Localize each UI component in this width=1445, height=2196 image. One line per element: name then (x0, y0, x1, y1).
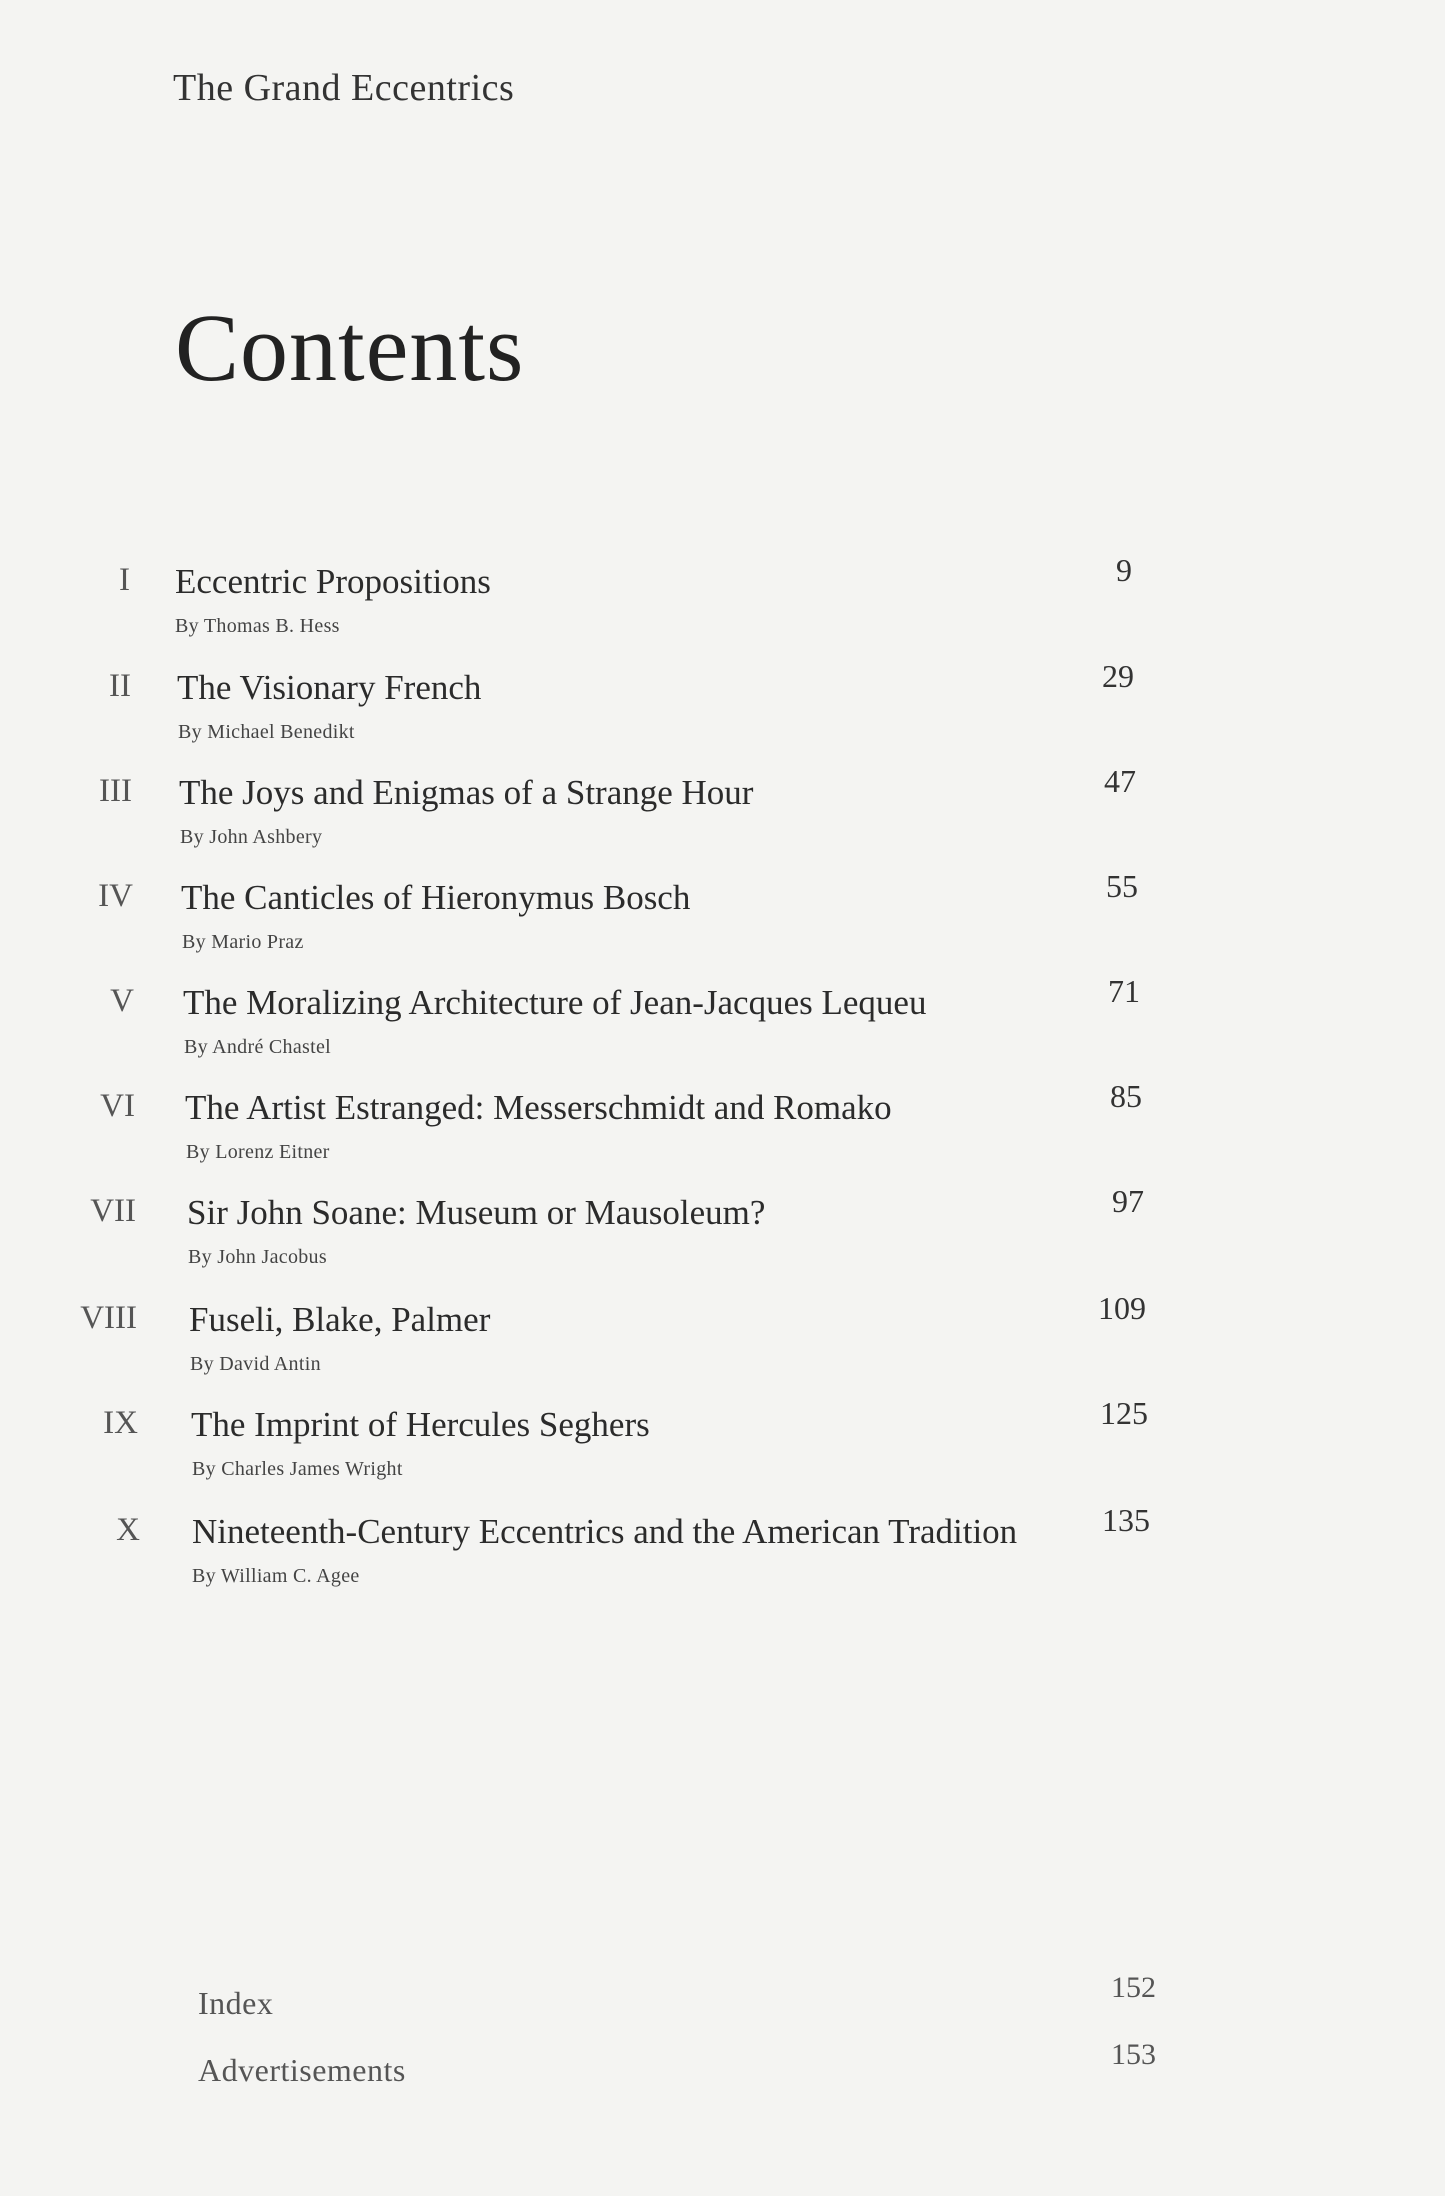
toc-entry[interactable] (0, 1183, 1445, 1293)
chapter-title: The Moralizing Architecture of Jean-Jacques Lequeu (183, 983, 927, 1022)
chapter-numeral: III (99, 773, 132, 809)
chapter-author: By Charles James Wright (192, 1458, 403, 1480)
chapter-numeral: VII (90, 1193, 136, 1229)
chapter-title: The Artist Estranged: Messerschmidt and Romako (185, 1088, 892, 1127)
back-matter-entry[interactable] (0, 2038, 1445, 2102)
toc-entry[interactable] (0, 1290, 1445, 1400)
chapter-numeral: X (116, 1512, 140, 1548)
chapter-page-number: 71 (1108, 973, 1140, 1009)
chapter-numeral: VI (100, 1088, 135, 1124)
book-title: The Grand Eccentrics (173, 67, 515, 109)
chapter-author: By Thomas B. Hess (175, 615, 340, 637)
chapter-page-number: 47 (1104, 763, 1136, 799)
chapter-title: Eccentric Propositions (175, 562, 491, 601)
toc-entry[interactable] (0, 1078, 1445, 1188)
chapter-page-number: 9 (1116, 552, 1132, 588)
chapter-title: The Imprint of Hercules Seghers (191, 1405, 650, 1444)
chapter-numeral: V (110, 983, 134, 1019)
chapter-author: By John Ashbery (180, 826, 323, 848)
chapter-page-number: 85 (1110, 1078, 1142, 1114)
chapter-author: By André Chastel (184, 1036, 332, 1058)
chapter-author: By William C. Agee (192, 1565, 360, 1587)
chapter-title: Sir John Soane: Museum or Mausoleum? (187, 1193, 766, 1232)
chapter-title: Fuseli, Blake, Palmer (189, 1300, 491, 1339)
chapter-author: By Michael Benedikt (178, 721, 355, 743)
chapter-title: The Visionary French (177, 668, 482, 707)
chapter-title: The Joys and Enigmas of a Strange Hour (179, 773, 754, 812)
chapter-page-number: 125 (1100, 1395, 1148, 1431)
back-matter-entry[interactable] (0, 1971, 1445, 2035)
chapter-author: By Mario Praz (182, 931, 304, 953)
back-matter-page-number: 153 (1111, 2038, 1156, 2071)
chapter-numeral: I (119, 562, 130, 598)
chapter-title: The Canticles of Hieronymus Bosch (181, 878, 691, 917)
back-matter-page-number: 152 (1111, 1971, 1156, 2004)
chapter-page-number: 55 (1106, 868, 1138, 904)
chapter-numeral: IV (98, 878, 133, 914)
toc-entry[interactable] (0, 658, 1445, 768)
chapter-author: By David Antin (190, 1353, 321, 1375)
chapter-numeral: II (109, 668, 131, 704)
chapter-numeral: VIII (80, 1300, 137, 1336)
toc-entry[interactable] (0, 973, 1445, 1083)
chapter-page-number: 135 (1102, 1502, 1150, 1538)
toc-entry[interactable] (0, 1395, 1445, 1505)
chapter-title: Nineteenth-Century Eccentrics and the American Tradition (192, 1512, 1018, 1551)
toc-entry[interactable] (0, 763, 1445, 873)
back-matter-label: Index (198, 1985, 274, 2021)
back-matter-label: Advertisements (198, 2052, 406, 2088)
chapter-numeral: IX (103, 1405, 138, 1441)
page-title: Contents (175, 294, 525, 401)
chapter-author: By John Jacobus (188, 1246, 327, 1268)
chapter-page-number: 29 (1102, 658, 1134, 694)
toc-entry[interactable] (0, 552, 1445, 662)
chapter-page-number: 109 (1098, 1290, 1146, 1326)
toc-entry[interactable] (0, 1502, 1445, 1612)
chapter-page-number: 97 (1112, 1183, 1144, 1219)
toc-entry[interactable] (0, 868, 1445, 978)
chapter-author: By Lorenz Eitner (186, 1141, 330, 1163)
